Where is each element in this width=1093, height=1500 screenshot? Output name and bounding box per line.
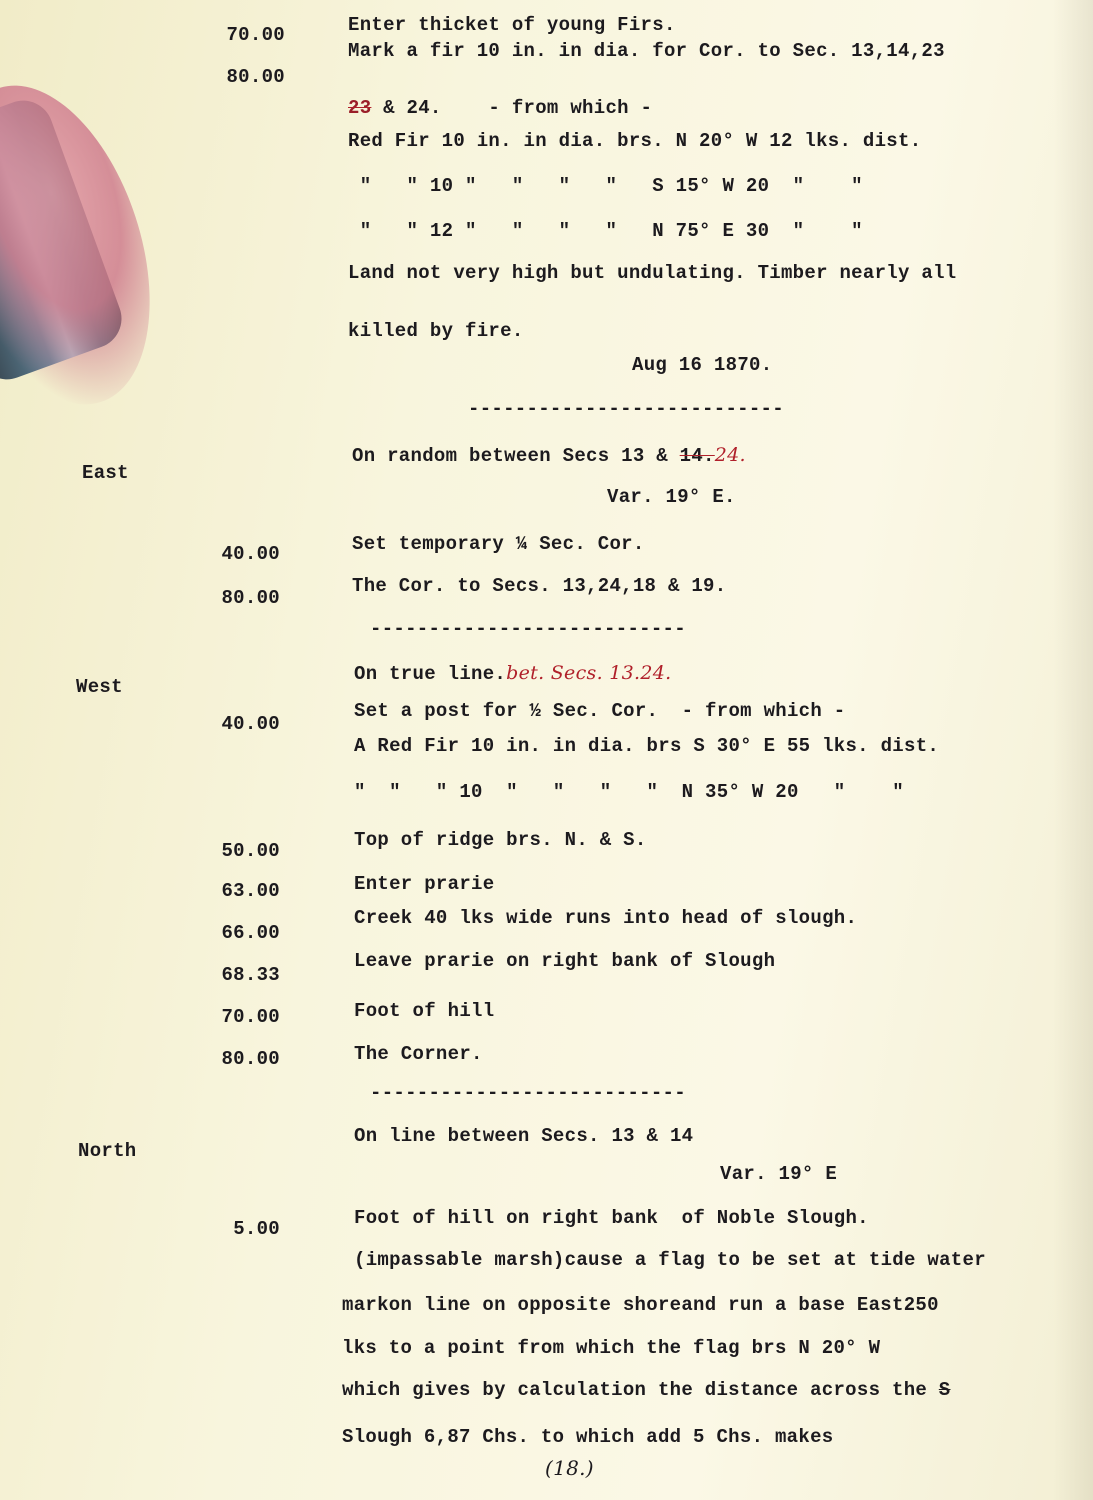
distance: 40.00 (221, 713, 280, 735)
note-line: " " 12 " " " " N 75° E 30 " " (348, 220, 863, 242)
separator: --------------------------- (468, 398, 784, 420)
separator: --------------------------- (370, 618, 686, 640)
thumb-image (0, 60, 187, 429)
note-line: On line between Secs. 13 & 14 (354, 1125, 694, 1147)
note-line: Mark a fir 10 in. in dia. for Cor. to Sec. 13,14,23 (348, 40, 945, 62)
distance: 5.00 (233, 1218, 280, 1240)
note-line: Set a post for ½ Sec. Cor. - from which - (354, 700, 846, 722)
handwritten-note: 24. (714, 444, 746, 466)
handwritten-note: bet. Secs. 13.24. (506, 662, 672, 684)
note-line: Slough 6,87 Chs. to which add 5 Chs. makes (342, 1426, 834, 1448)
note-line: Enter thicket of young Firs. (348, 14, 676, 36)
direction-label: East (82, 462, 129, 484)
direction-label: North (78, 1140, 137, 1162)
note-line: The Corner. (354, 1043, 483, 1065)
variation: Var. 19° E (720, 1163, 838, 1185)
note-line: Top of ridge brs. N. & S. (354, 829, 647, 851)
note-line: Red Fir 10 in. in dia. brs. N 20° W 12 lks. dist. (348, 130, 922, 152)
distance: 63.00 (221, 880, 280, 902)
note-line: lks to a point from which the flag brs N 20° W (342, 1337, 881, 1359)
distance: 68.33 (221, 964, 280, 986)
note-line: " " 10 " " " " S 15° W 20 " " (348, 175, 863, 197)
note-text: On true line. (354, 663, 507, 685)
note-line: Leave prarie on right bank of Slough (354, 950, 776, 972)
note-line: The Cor. to Secs. 13,24,18 & 19. (352, 575, 727, 597)
note-line: Land not very high but undulating. Timber nearly all (348, 262, 957, 284)
distance: 70.00 (226, 24, 285, 46)
note-line: (impassable marsh)cause a flag to be set at tide water (354, 1249, 986, 1271)
note-line (352, 444, 746, 467)
distance: 80.00 (221, 1048, 280, 1070)
note-line: killed by fire. (348, 320, 524, 342)
date: Aug 16 1870. (632, 354, 773, 376)
note-line: Foot of hill on right bank of Noble Slough. (354, 1207, 869, 1229)
note-line: Foot of hill (354, 1000, 495, 1022)
struck-text: S (938, 1379, 951, 1401)
note-line: markon line on opposite shoreand run a base East250 (342, 1294, 939, 1316)
page-number: (18.) (545, 1456, 594, 1480)
note-line: Enter prarie (354, 873, 495, 895)
distance: 80.00 (226, 66, 285, 88)
variation: Var. 19° E. (607, 486, 736, 508)
struck-text: 23 (348, 97, 372, 119)
note-line (342, 1379, 951, 1401)
note-text: which gives by calculation the distance across the (342, 1379, 939, 1401)
direction-label: West (76, 676, 123, 698)
note-line (348, 97, 652, 119)
distance: 40.00 (221, 543, 280, 565)
note-line (354, 662, 672, 685)
distance: 50.00 (221, 840, 280, 862)
struck-text: 14. (679, 445, 715, 467)
note-text: On random between Secs 13 & (352, 445, 680, 467)
distance: 66.00 (221, 922, 280, 944)
note-line: A Red Fir 10 in. in dia. brs S 30° E 55 lks. dist. (354, 735, 940, 757)
distance: 80.00 (221, 587, 280, 609)
separator: --------------------------- (370, 1082, 686, 1104)
note-line: " " " 10 " " " " N 35° W 20 " " (354, 781, 904, 803)
note-line: Creek 40 lks wide runs into head of slough. (354, 907, 858, 929)
distance: 70.00 (221, 1006, 280, 1028)
note-line: Set temporary ¼ Sec. Cor. (352, 533, 645, 555)
note-text: & 24. - from which - (371, 97, 653, 119)
